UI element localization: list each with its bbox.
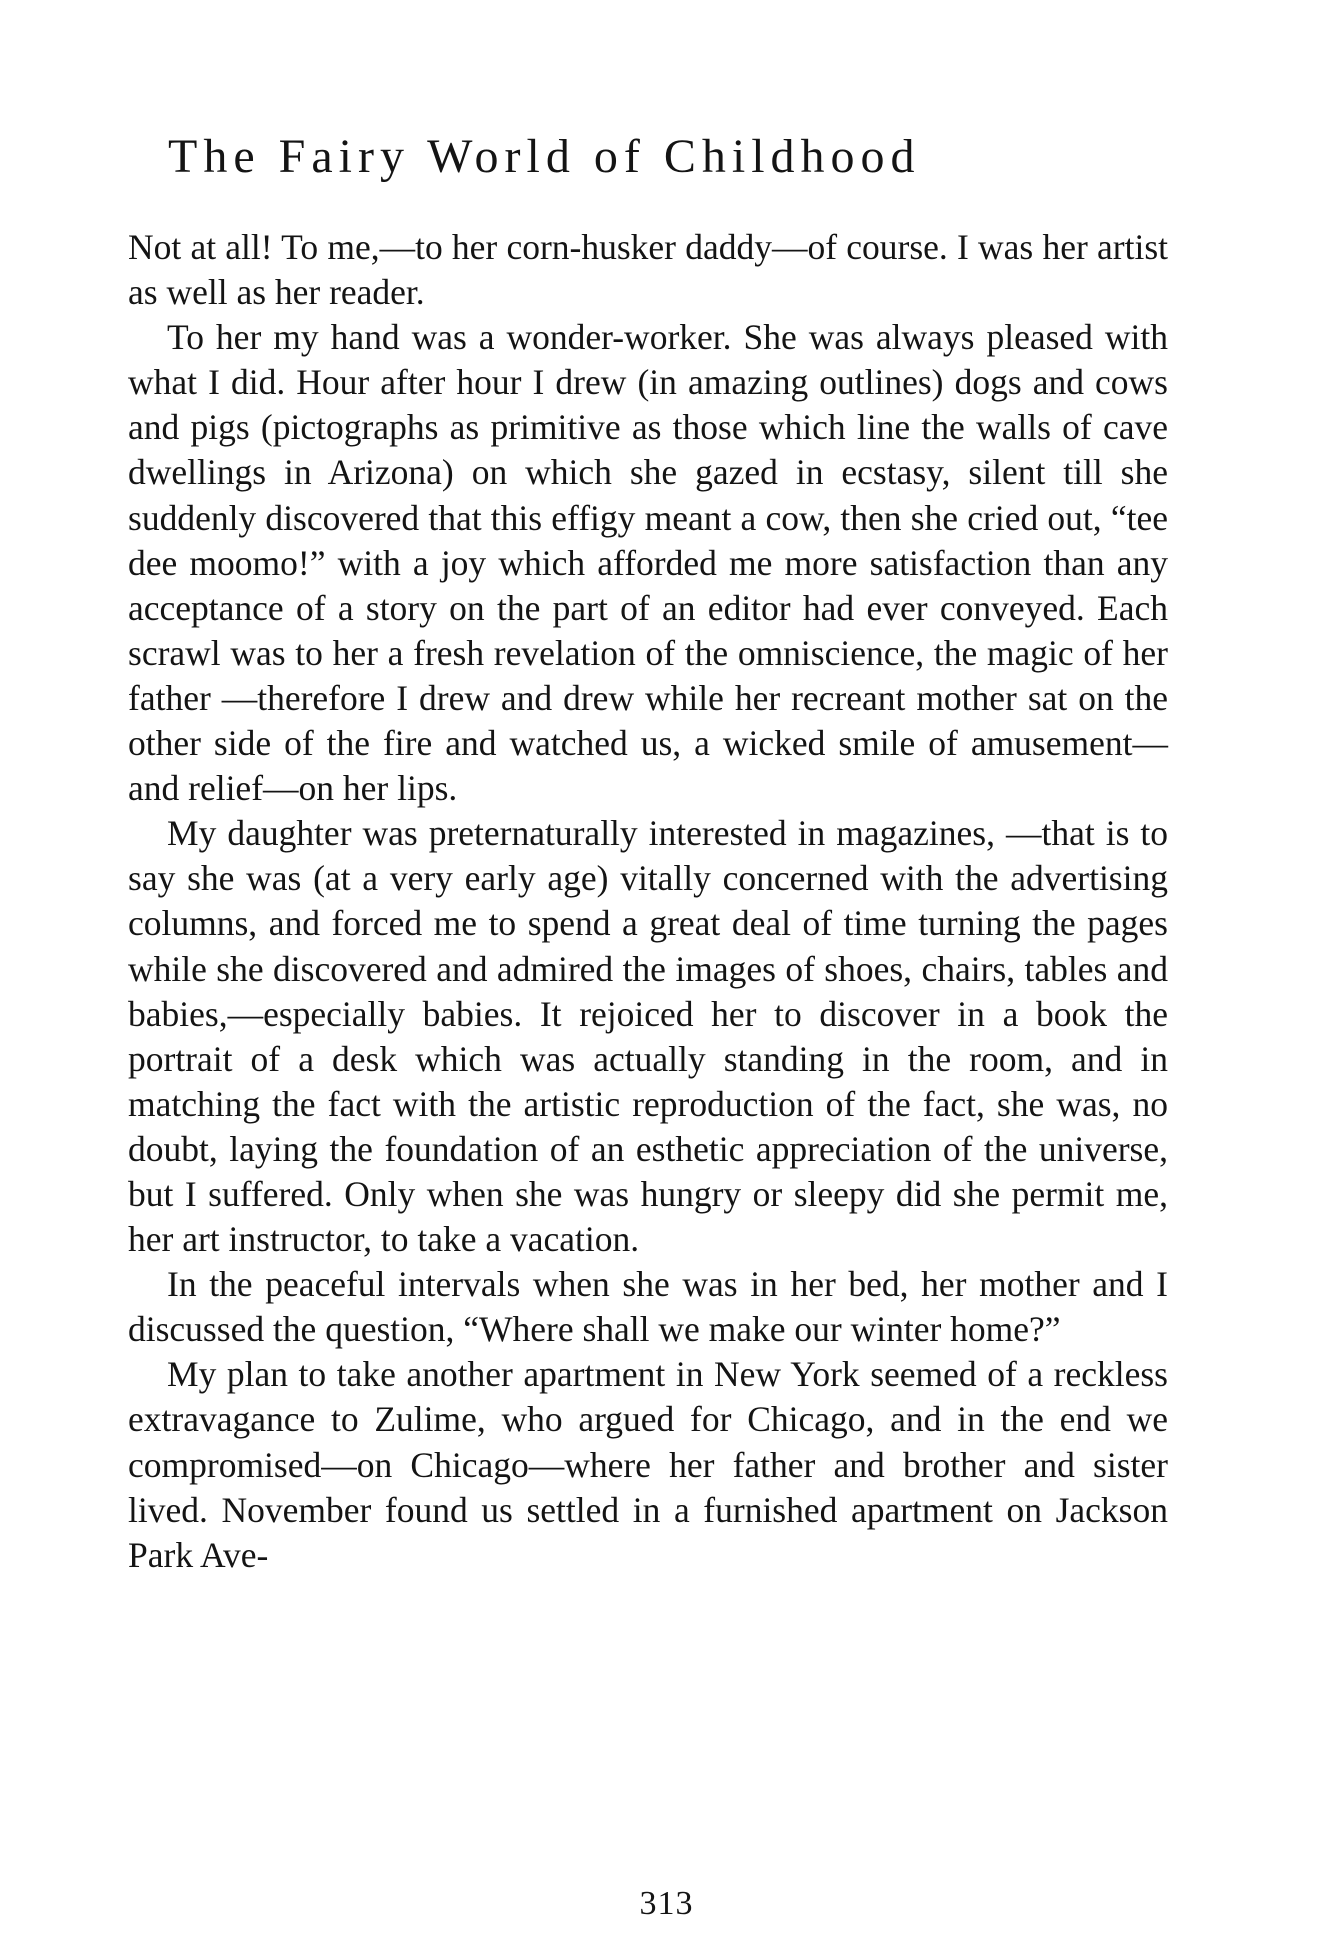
page-number: 313 [639,1885,694,1922]
paragraph-5: My plan to take another apartment in New York seemed of a reckless extravagance to Zulime, who argued for Chicago, and in the end we compromised—on Chicago—where her father and brother and sister lived. November found us settled in a furnished apartment on Jackson Park Ave- [128,1354,1168,1575]
paragraph-1: Not at all! To me,—to her corn-husker daddy—of course. I was her artist as well as her reader. [128,227,1168,313]
paragraph-3: My daughter was preternaturally interested in magazines, —that is to say she was (at a very early age) vitally concerned with the advertising columns, and forced me to spend a great deal of time turning the pages while she discovered and admired the images of shoes, chairs, tables and babies,—especially babies. It rejoiced her to discover in a book the portrait of a desk which was actually standing in the room, and in matching the fact with the artistic reproduction of the fact, she was, no doubt, laying the foundation of an esthetic appreciation of the universe, but I suffered. Only when she was hungry or sleepy did she permit me, her art instructor, to take a vacation. [128,813,1168,1260]
paragraph-2: To her my hand was a wonder-worker. She was always pleased with what I did. Hour after hour I drew (in amazing outlines) dogs and cows and pigs (pictographs as primitive as those which line the walls of cave dwellings in Arizona) on which she gazed in ecstasy, silent till she suddenly discovered that this effigy meant a cow, then she cried out, “tee dee moomo!” with a joy which afforded me more satisfaction than any acceptance of a story on the part of an editor had ever conveyed. Each scrawl was to her a fresh revelation of the omniscience, the magic of her father —therefore I drew and drew while her recreant mother sat on the other side of the fire and watched us, a wicked smile of amusement—and relief—on her lips. [128,317,1168,809]
body-text [128,225,1168,1578]
running-head: The Fairy World of Childhood [168,130,921,183]
paragraph-4: In the peaceful intervals when she was in her bed, her mother and I discussed the question, “Where shall we make our winter home?” [128,1264,1168,1350]
